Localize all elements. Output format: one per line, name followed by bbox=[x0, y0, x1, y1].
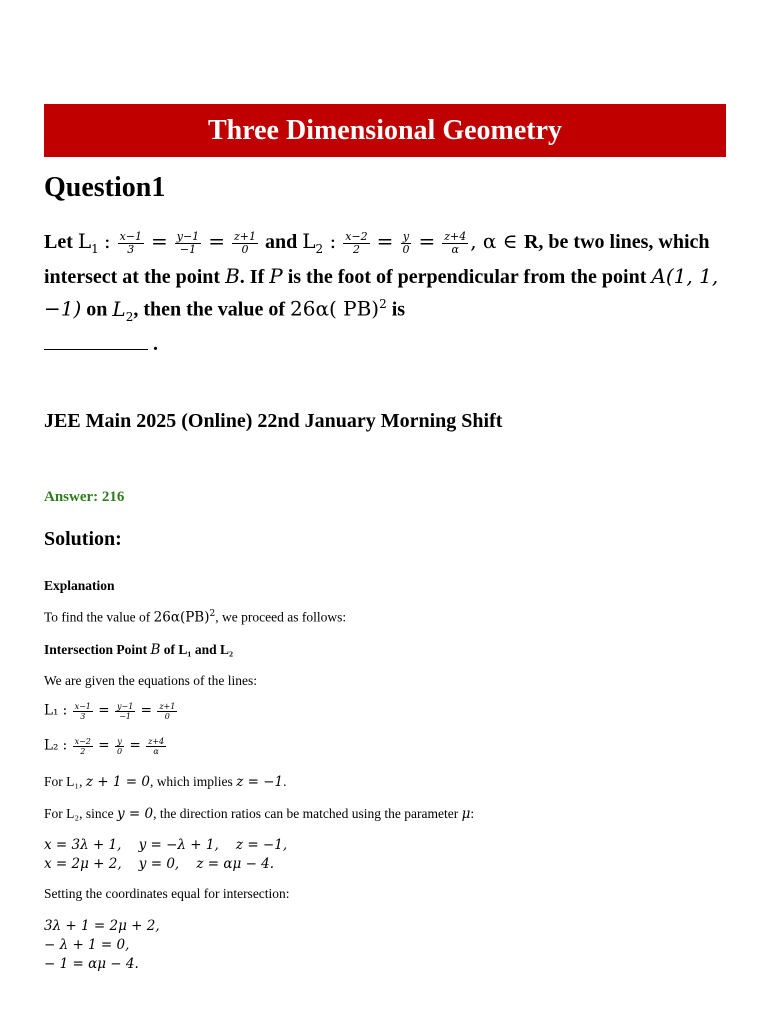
for-l1-line: For L₁, z + 1 = 0, which implies z = −1. bbox=[44, 774, 287, 790]
intro-line: To find the value of 26α(PB)$^2$, we proceed as follows: bbox=[44, 609, 347, 626]
param-equation-2: x = 2μ + 2, y = 0, z = αμ − 4. bbox=[44, 856, 275, 872]
answer-blank bbox=[44, 335, 148, 350]
equation-l1: L₁ : $\frac{x-1}{3}$ = $\frac{y-1}{-1}$ = $\frac{z+1}{0}$ bbox=[44, 702, 176, 721]
solution-title: Solution: bbox=[44, 528, 122, 550]
exam-source: JEE Main 2025 (Online) 22nd January Morning Shift bbox=[44, 410, 503, 432]
for-l2-line: For L₂, since y = 0, the direction ratios can be matched using the parameter μ: bbox=[44, 806, 475, 822]
question-text: Let $L_1$ : $\frac{x-1}{3}$ = $\frac{y-1}{-1}$ = $\frac{z+1}{0}$ and $L_2$ : $\frac{x-2}{2}$ = $\frac{y}{0}$ = $\frac{z+4}{\alpha}$ , α ∈ R, be two lines, which intersect at the point B. If P is the foot of perpendicular from the point A(1, 1, −1) on $L_2$, then the value of 26α( PB)$^2$ is . bbox=[44, 229, 719, 355]
system-equation-2: − λ + 1 = 0, bbox=[44, 937, 130, 953]
given-text: We are given the equations of the lines: bbox=[44, 673, 257, 688]
chapter-banner bbox=[44, 104, 726, 157]
param-equation-1: x = 3λ + 1, y = −λ + 1, z = −1, bbox=[44, 837, 288, 853]
setting-text: Setting the coordinates equal for intersection: bbox=[44, 886, 290, 901]
intersection-heading: Intersection Point B of L₁ and L₂ bbox=[44, 642, 234, 658]
system-equation-3: − 1 = αμ − 4. bbox=[44, 956, 139, 972]
question-title: Question1 bbox=[44, 172, 166, 203]
chapter-title: Three Dimensional Geometry bbox=[207, 114, 563, 146]
explanation-heading: Explanation bbox=[44, 578, 115, 593]
equation-l2: L₂ : $\frac{x-2}{2}$ = $\frac{y}{0}$ = $\frac{z+4}{\alpha}$ bbox=[44, 737, 165, 756]
system-equation-1: 3λ + 1 = 2μ + 2, bbox=[44, 918, 160, 934]
answer-text: Answer: 216 bbox=[44, 489, 125, 505]
